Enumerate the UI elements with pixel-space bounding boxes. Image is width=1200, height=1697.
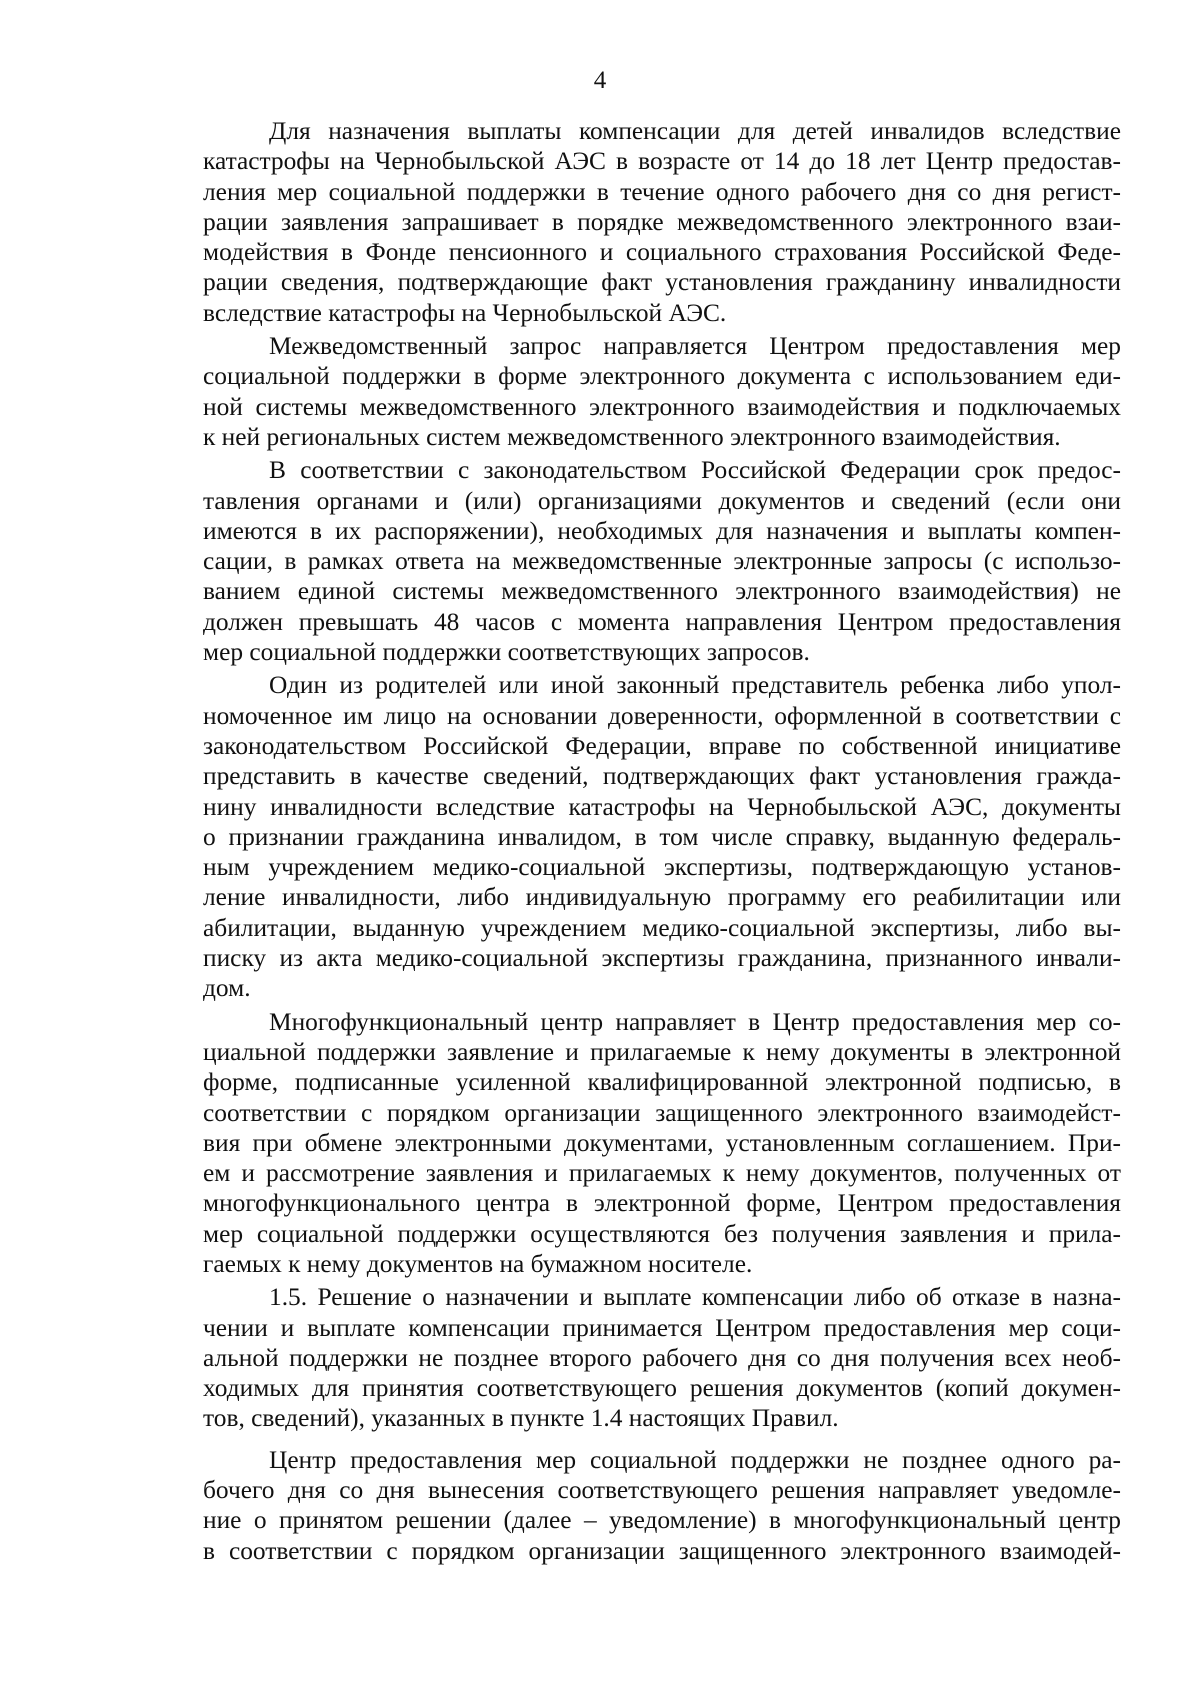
text-line: о признании гражданина инвалидом, в том числе справку, выданную федераль- <box>203 822 1121 851</box>
paragraph <box>203 670 1121 1003</box>
text-line: должен превышать 48 часов с момента направления Центром предоставления <box>203 607 1121 636</box>
text-line: бочего дня со дня вынесения соответствующего решения направляет уведомле- <box>203 1476 1121 1505</box>
text-line: представить в качестве сведений, подтверждающих факт установления гражда- <box>203 762 1121 791</box>
paragraph <box>203 1282 1121 1433</box>
text-line: законодательством Российской Федерации, вправе по собственной инициативе <box>203 731 1121 760</box>
text-line: абилитации, выданную учреждением медико-социальной экспертизы, либо вы- <box>203 913 1121 942</box>
text-line: вия при обмене электронными документами, установленным соглашением. При- <box>203 1128 1121 1157</box>
text-line: ной системы межведомственного электронного взаимодействия и подключаемых <box>203 392 1121 421</box>
text-line: ем и рассмотрение заявления и прилагаемых к нему документов, полученных от <box>203 1159 1121 1188</box>
text-line: соответствии с порядком организации защищенного электронного взаимодейст- <box>203 1098 1121 1127</box>
text-line: В соответствии с законодательством Российской Федерации срок предос- <box>269 456 1121 485</box>
text-line: Многофункциональный центр направляет в Центр предоставления мер со- <box>269 1007 1121 1036</box>
text-line: имеются в их распоряжении), необходимых для назначения и выплаты компен- <box>203 516 1121 545</box>
text-line: тов, сведений), указанных в пункте 1.4 настоящих Правил. <box>203 1404 839 1433</box>
text-line: к ней региональных систем межведомственного электронного взаимодействия. <box>203 422 1061 451</box>
text-line: социальной поддержки в форме электронного документа с использованием еди- <box>203 362 1121 391</box>
text-line: Один из родителей или иной законный представитель ребенка либо упол- <box>269 671 1121 700</box>
text-line: сации, в рамках ответа на межведомственные электронные запросы (с использо- <box>203 547 1121 576</box>
text-line: ление инвалидности, либо индивидуальную программу его реабилитации или <box>203 883 1121 912</box>
text-line: мер социальной поддержки соответствующих запросов. <box>203 638 810 667</box>
text-line: рации сведения, подтверждающие факт установления гражданину инвалидности <box>203 268 1121 297</box>
paragraph <box>203 455 1121 667</box>
text-line: номоченное им лицо на основании доверенности, оформленной в соответствии с <box>203 701 1121 730</box>
text-line: ным учреждением медико-социальной экспертизы, подтверждающую установ- <box>203 853 1121 882</box>
paragraph <box>203 331 1121 452</box>
text-line: Для назначения выплаты компенсации для детей инвалидов вследствие <box>269 117 1121 145</box>
paragraph <box>203 1007 1121 1280</box>
text-line: альной поддержки не позднее второго рабочего дня со дня получения всех необ- <box>203 1343 1121 1372</box>
text-line: тавления органами и (или) организациями документов и сведений (если они <box>203 486 1121 515</box>
text-line: ления мер социальной поддержки в течение одного рабочего дня со дня регист- <box>203 177 1121 206</box>
text-line: чении и выплате компенсации принимается Центром предоставления мер соци- <box>203 1313 1121 1342</box>
text-line: дом. <box>203 974 251 1003</box>
page-number: 4 <box>593 67 607 94</box>
text-line: рации заявления запрашивает в порядке межведомственного электронного взаи- <box>203 207 1121 236</box>
text-line: катастрофы на Чернобыльской АЭС в возрасте от 14 до 18 лет Центр предостав- <box>203 147 1121 176</box>
text-line: модействия в Фонде пенсионного и социального страхования Российской Феде- <box>203 238 1121 267</box>
text-line: мер социальной поддержки осуществляются без получения заявления и прила- <box>203 1219 1121 1248</box>
text-line: многофункционального центра в электронной форме, Центром предоставления <box>203 1189 1121 1218</box>
document-body <box>203 116 1121 1566</box>
text-line: писку из акта медико-социальной экспертизы гражданина, признанного инвали- <box>203 944 1121 973</box>
text-line: 1.5. Решение о назначении и выплате компенсации либо об отказе в назна- <box>269 1283 1121 1312</box>
text-line: ние о принятом решении (далее – уведомление) в многофункциональный центр <box>203 1506 1121 1535</box>
text-line: нину инвалидности вследствие катастрофы на Чернобыльской АЭС, документы <box>203 792 1121 821</box>
text-line: ходимых для принятия соответствующего решения документов (копий докумен- <box>203 1374 1121 1403</box>
text-line: ванием единой системы межведомственного электронного взаимодействия) не <box>203 577 1121 606</box>
paragraph <box>203 116 1121 328</box>
text-line: в соответствии с порядком организации защищенного электронного взаимодей- <box>203 1536 1121 1565</box>
text-line: вследствие катастрофы на Чернобыльской АЭС. <box>203 298 727 327</box>
text-line: Центр предоставления мер социальной поддержки не позднее одного ра- <box>269 1445 1121 1474</box>
text-line: циальной поддержки заявление и прилагаемые к нему документы в электронной <box>203 1037 1121 1066</box>
text-line: гаемых к нему документов на бумажном носителе. <box>203 1249 753 1278</box>
text-line: форме, подписанные усиленной квалифицированной электронной подписью, в <box>203 1068 1121 1097</box>
paragraph <box>203 1445 1121 1566</box>
text-line: Межведомственный запрос направляется Центром предоставления мер <box>269 332 1121 361</box>
